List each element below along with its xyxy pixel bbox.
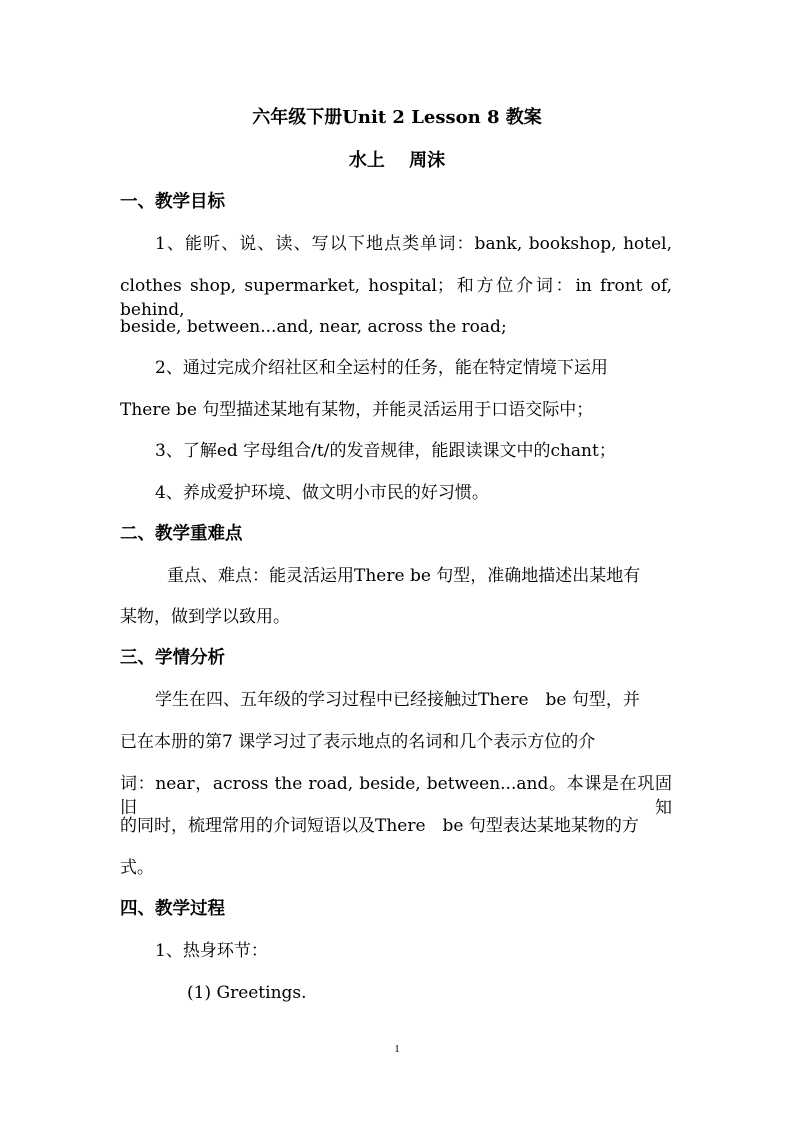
- objective-2-line-2: There be 句型描述某地有某物，并能灵活运用于口语交际中；: [120, 400, 594, 420]
- objective-1-line-3: beside, between...and, near, across the road;: [120, 317, 507, 337]
- analysis-line-1: 学生在四、五年级的学习过程中已经接触过There be 句型，并: [155, 690, 640, 710]
- process-step-1: 1、热身环节：: [155, 941, 268, 961]
- section-heading-analysis: 三、学情分析: [120, 648, 225, 668]
- objective-4: 4、养成爱护环境、做文明小市民的好习惯。: [155, 483, 489, 503]
- document-title: 六年级下册Unit 2 Lesson 8 教案: [252, 107, 542, 128]
- document-author: 水上 周沫: [348, 150, 446, 171]
- process-step-1-greetings: (1) Greetings.: [187, 983, 307, 1003]
- objective-3: 3、了解ed 字母组合/t/的发音规律，能跟读课文中的chant；: [155, 441, 616, 461]
- key-points-line-1: 重点、难点：能灵活运用There be 句型，准确地描述出某地有: [167, 566, 641, 586]
- analysis-line-5: 式。: [120, 858, 154, 878]
- objective-1-line-1: 1、能听、说、读、写以下地点类单词：bank, bookshop, hotel,: [155, 234, 672, 254]
- page-number: 1: [394, 1043, 400, 1055]
- objective-1-line-2: clothes shop, supermarket, hospital；和方位介词：in front of, behind,: [120, 276, 672, 320]
- analysis-line-2: 已在本册的第7 课学习过了表示地点的名词和几个表示方位的介: [120, 732, 596, 752]
- section-heading-key-points: 二、教学重难点: [120, 524, 243, 544]
- analysis-line-4: 的同时，梳理常用的介词短语以及There be 句型表达某地某物的方: [120, 816, 639, 836]
- key-points-line-2: 某物，做到学以致用。: [120, 607, 290, 627]
- analysis-line-3: 词：near，across the road, beside, between...and。本课是在巩固旧知: [120, 774, 672, 818]
- section-heading-objectives: 一、教学目标: [120, 192, 225, 212]
- objective-2-line-1: 2、通过完成介绍社区和全运村的任务，能在特定情境下运用: [155, 358, 608, 378]
- section-heading-process: 四、教学过程: [120, 899, 225, 919]
